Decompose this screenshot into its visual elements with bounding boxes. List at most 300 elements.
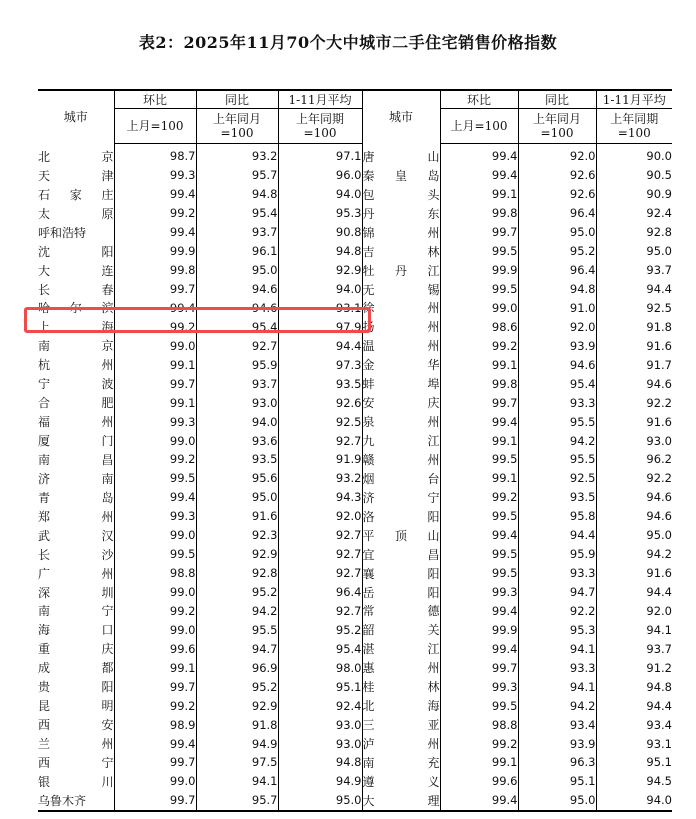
avg-value-left: 92.7 xyxy=(278,431,362,450)
city-name: 九 江 xyxy=(362,434,440,449)
table-row xyxy=(38,204,672,223)
table-row xyxy=(38,658,672,677)
mom-value-right: 99.9 xyxy=(440,620,518,639)
city-name: 广 州 xyxy=(38,566,114,581)
city-cell-left xyxy=(38,469,114,488)
mom-value-right: 99.1 xyxy=(440,431,518,450)
yoy-value-left: 95.0 xyxy=(196,488,278,507)
mom-value-right: 99.5 xyxy=(440,450,518,469)
avg-value-right: 90.5 xyxy=(596,166,672,185)
table-row xyxy=(38,791,672,811)
yoy-value-right: 95.8 xyxy=(518,507,596,526)
avg-value-left: 97.1 xyxy=(278,144,362,166)
city-cell-right xyxy=(362,734,440,753)
city-cell-right xyxy=(362,715,440,734)
table-row xyxy=(38,374,672,393)
mom-value-right: 99.4 xyxy=(440,144,518,166)
mom-value-right: 99.3 xyxy=(440,583,518,602)
header-yoy-right: 同比 xyxy=(518,90,596,109)
city-name: 厦 门 xyxy=(38,434,114,449)
avg-value-left: 93.0 xyxy=(278,715,362,734)
avg-value-left: 98.0 xyxy=(278,658,362,677)
table-row xyxy=(38,734,672,753)
city-cell-right xyxy=(362,374,440,393)
table-row xyxy=(38,242,672,261)
city-cell-right xyxy=(362,772,440,791)
mom-value-left: 99.3 xyxy=(114,507,196,526)
city-cell-left xyxy=(38,620,114,639)
yoy-value-left: 92.9 xyxy=(196,696,278,715)
avg-value-left: 93.1 xyxy=(278,299,362,318)
yoy-value-left: 94.6 xyxy=(196,280,278,299)
city-cell-right xyxy=(362,564,440,583)
city-cell-right xyxy=(362,658,440,677)
city-name: 常 德 xyxy=(362,604,440,619)
city-cell-left xyxy=(38,431,114,450)
city-name: 银 川 xyxy=(38,774,114,789)
avg-value-left: 95.2 xyxy=(278,620,362,639)
mom-value-right: 99.9 xyxy=(440,261,518,280)
avg-value-left: 92.7 xyxy=(278,526,362,545)
city-name: 泸 州 xyxy=(362,737,440,752)
avg-value-left: 93.0 xyxy=(278,734,362,753)
yoy-value-right: 95.1 xyxy=(518,772,596,791)
mom-value-left: 99.0 xyxy=(114,772,196,791)
mom-value-left: 99.9 xyxy=(114,242,196,261)
table-body xyxy=(38,144,672,811)
header-avg-base-left: 上年同期 =100 xyxy=(278,109,362,144)
avg-value-right: 96.2 xyxy=(596,450,672,469)
table-row xyxy=(38,355,672,374)
city-name: 福 州 xyxy=(38,415,114,430)
avg-value-right: 92.2 xyxy=(596,393,672,412)
avg-value-left: 94.0 xyxy=(278,280,362,299)
city-name: 温 州 xyxy=(362,339,440,354)
city-name: 沈 阳 xyxy=(38,244,114,259)
city-name: 湛 江 xyxy=(362,642,440,657)
city-name: 蚌 埠 xyxy=(362,377,440,392)
yoy-value-right: 93.3 xyxy=(518,564,596,583)
yoy-value-left: 92.8 xyxy=(196,564,278,583)
yoy-value-left: 94.1 xyxy=(196,772,278,791)
mom-value-left: 99.3 xyxy=(114,166,196,185)
yoy-value-right: 92.6 xyxy=(518,185,596,204)
mom-value-right: 99.4 xyxy=(440,639,518,658)
highlight-box-shanghai xyxy=(24,307,371,333)
yoy-value-left: 91.6 xyxy=(196,507,278,526)
city-cell-right xyxy=(362,223,440,242)
mom-value-left: 99.0 xyxy=(114,431,196,450)
avg-value-left: 94.3 xyxy=(278,488,362,507)
mom-value-left: 99.3 xyxy=(114,412,196,431)
city-cell-left xyxy=(38,185,114,204)
city-name: 烟 台 xyxy=(362,471,440,486)
avg-value-left: 92.6 xyxy=(278,393,362,412)
mom-value-right: 99.5 xyxy=(440,545,518,564)
city-name: 青 岛 xyxy=(38,490,114,505)
mom-value-right: 99.7 xyxy=(440,223,518,242)
city-cell-right xyxy=(362,526,440,545)
header-avg-base-right: 上年同期 =100 xyxy=(596,109,672,144)
table-row xyxy=(38,144,672,166)
city-name: 泉 州 xyxy=(362,415,440,430)
avg-value-right: 92.8 xyxy=(596,223,672,242)
header-mom-right: 环比 xyxy=(440,90,518,109)
yoy-value-left: 95.6 xyxy=(196,469,278,488)
city-name: 西 宁 xyxy=(38,755,114,770)
city-name: 西 安 xyxy=(38,718,114,733)
mom-value-left: 99.0 xyxy=(114,336,196,355)
header-mom-base-left: 上月=100 xyxy=(114,109,196,144)
mom-value-right: 99.5 xyxy=(440,280,518,299)
city-cell-right xyxy=(362,431,440,450)
avg-value-right: 94.6 xyxy=(596,374,672,393)
city-name: 济 宁 xyxy=(362,490,440,505)
avg-value-right: 91.7 xyxy=(596,355,672,374)
table-row xyxy=(38,336,672,355)
avg-value-right: 94.6 xyxy=(596,488,672,507)
avg-value-right: 94.6 xyxy=(596,507,672,526)
city-cell-right xyxy=(362,355,440,374)
mom-value-left: 99.2 xyxy=(114,602,196,621)
avg-value-right: 91.6 xyxy=(596,412,672,431)
city-name: 岳 阳 xyxy=(362,585,440,600)
mom-value-right: 99.8 xyxy=(440,374,518,393)
table-row xyxy=(38,469,672,488)
city-cell-right xyxy=(362,299,440,318)
city-name: 长 春 xyxy=(38,282,114,297)
avg-value-right: 90.0 xyxy=(596,144,672,166)
yoy-value-right: 94.2 xyxy=(518,696,596,715)
mom-value-right: 99.2 xyxy=(440,734,518,753)
city-cell-left xyxy=(38,223,114,242)
mom-value-right: 99.4 xyxy=(440,791,518,811)
avg-value-left: 94.9 xyxy=(278,772,362,791)
table-row xyxy=(38,507,672,526)
table-row xyxy=(38,583,672,602)
yoy-value-right: 92.2 xyxy=(518,602,596,621)
city-cell-right xyxy=(362,166,440,185)
city-cell-right xyxy=(362,336,440,355)
header-city-left: 城市 xyxy=(63,110,88,125)
table-row xyxy=(38,185,672,204)
mom-value-right: 99.8 xyxy=(440,204,518,223)
table-row xyxy=(38,166,672,185)
table-row xyxy=(38,393,672,412)
mom-value-left: 99.1 xyxy=(114,355,196,374)
city-name: 南 京 xyxy=(38,339,114,354)
avg-value-right: 91.6 xyxy=(596,564,672,583)
yoy-value-left: 94.9 xyxy=(196,734,278,753)
yoy-value-right: 95.9 xyxy=(518,545,596,564)
yoy-value-right: 94.7 xyxy=(518,583,596,602)
city-cell-left xyxy=(38,583,114,602)
table-row xyxy=(38,639,672,658)
mom-value-right: 99.0 xyxy=(440,299,518,318)
yoy-value-right: 96.4 xyxy=(518,261,596,280)
city-name: 武 汉 xyxy=(38,528,114,543)
mom-value-left: 99.4 xyxy=(114,488,196,507)
yoy-value-left: 96.9 xyxy=(196,658,278,677)
yoy-value-right: 94.1 xyxy=(518,677,596,696)
mom-value-left: 99.0 xyxy=(114,526,196,545)
avg-value-left: 93.2 xyxy=(278,469,362,488)
yoy-value-left: 92.9 xyxy=(196,545,278,564)
city-name: 北 京 xyxy=(38,149,114,164)
avg-value-right: 92.5 xyxy=(596,299,672,318)
city-cell-right xyxy=(362,185,440,204)
city-name: 三 亚 xyxy=(362,718,440,733)
table-row xyxy=(38,431,672,450)
yoy-value-right: 95.0 xyxy=(518,223,596,242)
mom-value-left: 99.7 xyxy=(114,753,196,772)
mom-value-right: 99.1 xyxy=(440,185,518,204)
city-cell-right xyxy=(362,583,440,602)
city-cell-left xyxy=(38,564,114,583)
yoy-value-right: 93.3 xyxy=(518,393,596,412)
avg-value-left: 97.3 xyxy=(278,355,362,374)
avg-value-left: 95.4 xyxy=(278,639,362,658)
avg-value-right: 90.9 xyxy=(596,185,672,204)
avg-value-right: 93.4 xyxy=(596,715,672,734)
avg-value-right: 95.1 xyxy=(596,753,672,772)
yoy-value-right: 95.0 xyxy=(518,791,596,811)
city-cell-left xyxy=(38,753,114,772)
city-cell-right xyxy=(362,317,440,336)
city-cell-left xyxy=(38,412,114,431)
mom-value-right: 99.5 xyxy=(440,242,518,261)
avg-value-left: 92.7 xyxy=(278,545,362,564)
avg-value-right: 92.0 xyxy=(596,602,672,621)
city-cell-right xyxy=(362,677,440,696)
city-name: 天 津 xyxy=(38,168,114,183)
mom-value-right: 99.1 xyxy=(440,753,518,772)
city-cell-left xyxy=(38,507,114,526)
city-cell-left xyxy=(38,602,114,621)
city-cell-right xyxy=(362,696,440,715)
avg-value-left: 95.0 xyxy=(278,791,362,811)
yoy-value-right: 93.5 xyxy=(518,488,596,507)
city-cell-right xyxy=(362,412,440,431)
city-name: 安 庆 xyxy=(362,396,440,411)
city-name: 南 宁 xyxy=(38,604,114,619)
city-name: 长 沙 xyxy=(38,547,114,562)
city-name: 深 圳 xyxy=(38,585,114,600)
mom-value-right: 99.4 xyxy=(440,602,518,621)
yoy-value-left: 94.8 xyxy=(196,185,278,204)
city-name: 南 充 xyxy=(362,755,440,770)
mom-value-right: 99.4 xyxy=(440,526,518,545)
city-cell-left xyxy=(38,639,114,658)
city-name: 兰 州 xyxy=(38,737,114,752)
yoy-value-left: 94.6 xyxy=(196,299,278,318)
mom-value-left: 98.9 xyxy=(114,715,196,734)
city-name: 南 昌 xyxy=(38,452,114,467)
city-cell-left xyxy=(38,526,114,545)
city-name: 洛 阳 xyxy=(362,509,440,524)
city-name: 杭 州 xyxy=(38,358,114,373)
city-cell-left xyxy=(38,696,114,715)
avg-value-right: 94.4 xyxy=(596,696,672,715)
mom-value-left: 99.4 xyxy=(114,734,196,753)
city-name: 合 肥 xyxy=(38,396,114,411)
mom-value-left: 99.7 xyxy=(114,374,196,393)
yoy-value-left: 95.0 xyxy=(196,261,278,280)
avg-value-left: 96.4 xyxy=(278,583,362,602)
mom-value-left: 98.8 xyxy=(114,564,196,583)
yoy-value-left: 95.7 xyxy=(196,791,278,811)
mom-value-right: 98.6 xyxy=(440,317,518,336)
mom-value-left: 99.1 xyxy=(114,658,196,677)
avg-value-left: 90.8 xyxy=(278,223,362,242)
city-name: 大 连 xyxy=(38,263,114,278)
table-row xyxy=(38,223,672,242)
city-cell-right xyxy=(362,507,440,526)
avg-value-right: 94.0 xyxy=(596,791,672,811)
city-name: 襄 阳 xyxy=(362,566,440,581)
yoy-value-right: 93.9 xyxy=(518,734,596,753)
mom-value-right: 99.7 xyxy=(440,658,518,677)
city-name: 重 庆 xyxy=(38,642,114,657)
yoy-value-left: 92.3 xyxy=(196,526,278,545)
table-row xyxy=(38,261,672,280)
yoy-value-left: 95.9 xyxy=(196,355,278,374)
yoy-value-left: 94.0 xyxy=(196,412,278,431)
header-city-right: 城市 xyxy=(362,90,440,144)
city-name: 宜 昌 xyxy=(362,547,440,562)
yoy-value-right: 94.8 xyxy=(518,280,596,299)
avg-value-right: 94.4 xyxy=(596,280,672,299)
mom-value-left: 99.2 xyxy=(114,450,196,469)
city-cell-left xyxy=(38,488,114,507)
city-name: 郑 州 xyxy=(38,509,114,524)
mom-value-left: 99.4 xyxy=(114,185,196,204)
table-row xyxy=(38,620,672,639)
city-name: 金 华 xyxy=(362,358,440,373)
city-cell-left xyxy=(38,450,114,469)
mom-value-right: 99.3 xyxy=(440,677,518,696)
mom-value-left: 99.4 xyxy=(114,223,196,242)
city-name: 北 海 xyxy=(362,699,440,714)
city-name: 宁 波 xyxy=(38,377,114,392)
header-yoy-left: 同比 xyxy=(196,90,278,109)
avg-value-left: 94.0 xyxy=(278,185,362,204)
city-cell-right xyxy=(362,450,440,469)
yoy-value-right: 93.9 xyxy=(518,336,596,355)
yoy-value-left: 95.2 xyxy=(196,583,278,602)
avg-value-left: 94.8 xyxy=(278,242,362,261)
mom-value-right: 99.7 xyxy=(440,393,518,412)
yoy-value-right: 92.0 xyxy=(518,144,596,166)
avg-value-left: 96.0 xyxy=(278,166,362,185)
city-cell-right xyxy=(362,639,440,658)
mom-value-right: 99.4 xyxy=(440,412,518,431)
mom-value-left: 99.7 xyxy=(114,791,196,811)
mom-value-left: 99.0 xyxy=(114,583,196,602)
avg-value-right: 93.0 xyxy=(596,431,672,450)
avg-value-right: 94.8 xyxy=(596,677,672,696)
mom-value-right: 99.2 xyxy=(440,488,518,507)
city-cell-left xyxy=(38,242,114,261)
table-row xyxy=(38,564,672,583)
yoy-value-left: 95.4 xyxy=(196,204,278,223)
avg-value-left: 94.4 xyxy=(278,336,362,355)
mom-value-left: 99.7 xyxy=(114,280,196,299)
avg-value-left: 95.3 xyxy=(278,204,362,223)
city-cell-right xyxy=(362,488,440,507)
city-name: 扬 州 xyxy=(362,320,440,335)
mom-value-right: 99.1 xyxy=(440,469,518,488)
mom-value-left: 99.1 xyxy=(114,393,196,412)
table-row xyxy=(38,677,672,696)
avg-value-right: 94.1 xyxy=(596,620,672,639)
mom-value-left: 99.8 xyxy=(114,261,196,280)
city-name: 锦 州 xyxy=(362,225,440,240)
avg-value-left: 95.1 xyxy=(278,677,362,696)
city-cell-left xyxy=(38,355,114,374)
city-cell-left xyxy=(38,677,114,696)
city-cell-left xyxy=(38,204,114,223)
city-name: 济 南 xyxy=(38,471,114,486)
city-name: 桂 林 xyxy=(362,680,440,695)
mom-value-left: 99.4 xyxy=(114,299,196,318)
city-name: 韶 关 xyxy=(362,623,440,638)
yoy-value-left: 94.2 xyxy=(196,602,278,621)
yoy-value-right: 96.4 xyxy=(518,204,596,223)
city-cell-right xyxy=(362,469,440,488)
city-name: 丹 东 xyxy=(362,206,440,221)
city-name: 唐 山 xyxy=(362,149,440,164)
yoy-value-right: 92.6 xyxy=(518,166,596,185)
city-cell-left xyxy=(38,261,114,280)
mom-value-right: 99.5 xyxy=(440,564,518,583)
city-cell-left xyxy=(38,772,114,791)
city-name: 包 头 xyxy=(362,187,440,202)
mom-value-right: 99.2 xyxy=(440,336,518,355)
city-name: 徐 州 xyxy=(362,301,440,316)
yoy-value-left: 92.7 xyxy=(196,336,278,355)
city-cell-right xyxy=(362,204,440,223)
page-title: 表2：2025年11月70个大中城市二手住宅销售价格指数 xyxy=(138,33,558,52)
city-cell-right xyxy=(362,620,440,639)
city-cell-right xyxy=(362,393,440,412)
mom-value-left: 99.0 xyxy=(114,620,196,639)
city-name: 哈 尔 滨 xyxy=(38,301,114,316)
city-cell-left xyxy=(38,336,114,355)
yoy-value-left: 93.0 xyxy=(196,393,278,412)
avg-value-right: 95.0 xyxy=(596,242,672,261)
avg-value-right: 91.6 xyxy=(596,336,672,355)
yoy-value-right: 94.4 xyxy=(518,526,596,545)
avg-value-right: 92.2 xyxy=(596,469,672,488)
city-cell-right xyxy=(362,602,440,621)
city-cell-right xyxy=(362,280,440,299)
city-name: 石 家 庄 xyxy=(38,187,114,202)
avg-value-right: 94.4 xyxy=(596,583,672,602)
yoy-value-right: 95.2 xyxy=(518,242,596,261)
price-index-table xyxy=(38,89,672,812)
avg-value-left: 91.9 xyxy=(278,450,362,469)
avg-value-right: 93.7 xyxy=(596,639,672,658)
mom-value-left: 99.5 xyxy=(114,545,196,564)
city-cell-right xyxy=(362,144,440,166)
city-cell-right xyxy=(362,545,440,564)
city-name: 赣 州 xyxy=(362,452,440,467)
city-cell-right xyxy=(362,242,440,261)
avg-value-right: 94.5 xyxy=(596,772,672,791)
city-cell-left xyxy=(38,734,114,753)
header-row-1 xyxy=(38,90,672,109)
